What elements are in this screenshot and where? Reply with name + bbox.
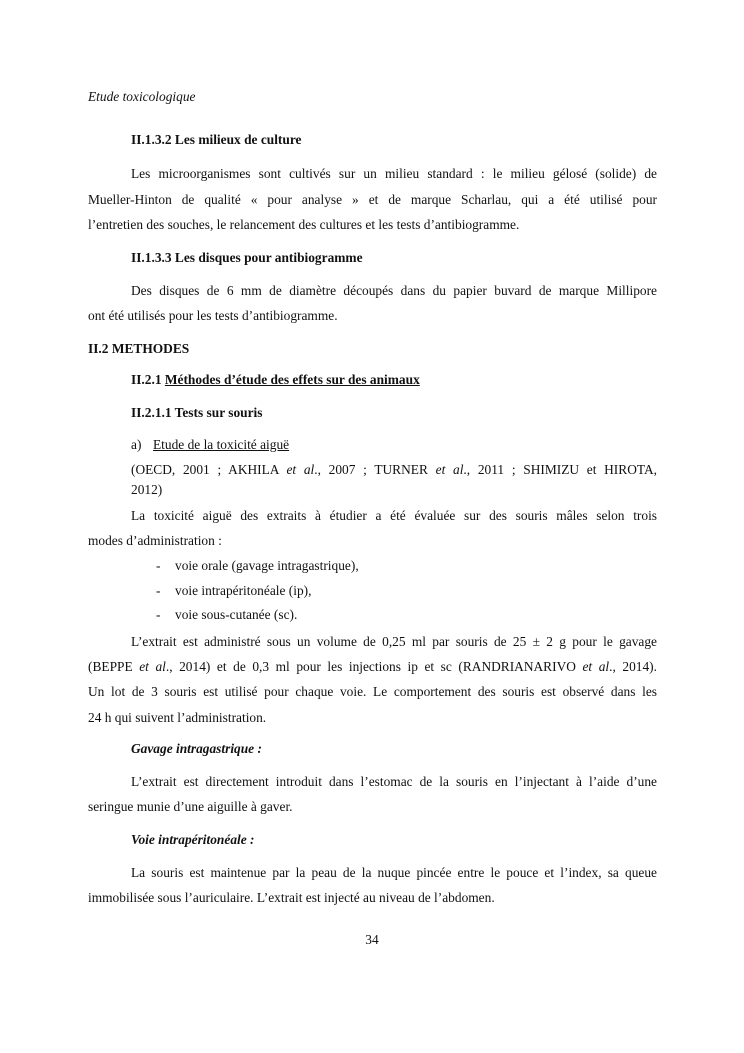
paragraph-line: La toxicité aiguë des extraits à étudier a été évaluée sur des souris mâles selon trois	[131, 508, 657, 523]
subheading-intraperitoneal: Voie intrapéritonéale :	[131, 832, 255, 847]
section-heading-discs: II.1.3.3 Les disques pour antibiogramme	[131, 250, 363, 265]
paragraph-line: immobilisée sous l’auriculaire. L’extrait est injecté au niveau de l’abdomen.	[88, 890, 495, 905]
paragraph-line: Un lot de 3 souris est utilisé pour chaque voie. Le comportement des souris est observé dans les	[88, 684, 657, 699]
bullet-marker: -	[156, 607, 161, 622]
paragraph-line: Les microorganismes sont cultivés sur un milieu standard : le milieu gélosé (solide) de	[131, 166, 657, 181]
reference-line: 2012)	[131, 482, 163, 497]
subsection-title: Méthodes d’étude des effets sur des animaux	[164, 372, 420, 387]
paragraph-line: modes d’administration :	[88, 533, 222, 548]
paragraph-line: l’entretien des souches, le relancement des cultures et les tests d’antibiogramme.	[88, 217, 520, 232]
paragraph-line: L’extrait est administré sous un volume de 0,25 ml par souris de 25 ± 2 g pour le gavage	[131, 634, 657, 649]
subsubsection-heading-mice-tests: II.2.1.1 Tests sur souris	[131, 405, 263, 420]
paragraph-line: (BEPPE et al., 2014) et de 0,3 ml pour les injections ip et sc (RANDRIANARIVO et al., 2014).	[88, 659, 657, 674]
paragraph-line: ont été utilisés pour les tests d’antibiogramme.	[88, 308, 338, 323]
subsection-number: II.2.1	[131, 372, 165, 387]
paragraph-line: seringue munie d’une aiguille à gaver.	[88, 799, 293, 814]
reference-line: (OECD, 2001 ; AKHILA et al., 2007 ; TURNER et al., 2011 ; SHIMIZU et HIROTA,	[131, 462, 657, 477]
paragraph-line: 24 h qui suivent l’administration.	[88, 710, 267, 725]
subsection-heading-animal-effects	[131, 372, 420, 388]
section-heading-methods: II.2 METHODES	[88, 341, 190, 356]
page-number: 34	[365, 932, 379, 947]
paragraph-line: Des disques de 6 mm de diamètre découpés dans du papier buvard de marque Millipore	[131, 283, 657, 298]
bullet-marker: -	[156, 558, 161, 573]
bullet-item: voie intrapéritonéale (ip),	[175, 583, 312, 598]
paragraph-line: L’extrait est directement introduit dans l’estomac de la souris en l’injectant à l’aide d’une	[131, 774, 657, 789]
section-heading-culture-media: II.1.3.2 Les milieux de culture	[131, 132, 302, 147]
bullet-item: voie orale (gavage intragastrique),	[175, 558, 359, 573]
subheading-gavage: Gavage intragastrique :	[131, 741, 262, 756]
paragraph-line: La souris est maintenue par la peau de la nuque pincée entre le pouce et l’index, sa queue	[131, 865, 657, 880]
list-item-title: Etude de la toxicité aiguë	[153, 437, 290, 452]
running-header: Etude toxicologique	[88, 89, 196, 104]
bullet-item: voie sous-cutanée (sc).	[175, 607, 298, 622]
list-item-marker: a)	[131, 437, 142, 452]
bullet-marker: -	[156, 583, 161, 598]
paragraph-line: Mueller-Hinton de qualité « pour analyse » et de marque Scharlau, qui a été utilisé pour	[88, 192, 657, 207]
